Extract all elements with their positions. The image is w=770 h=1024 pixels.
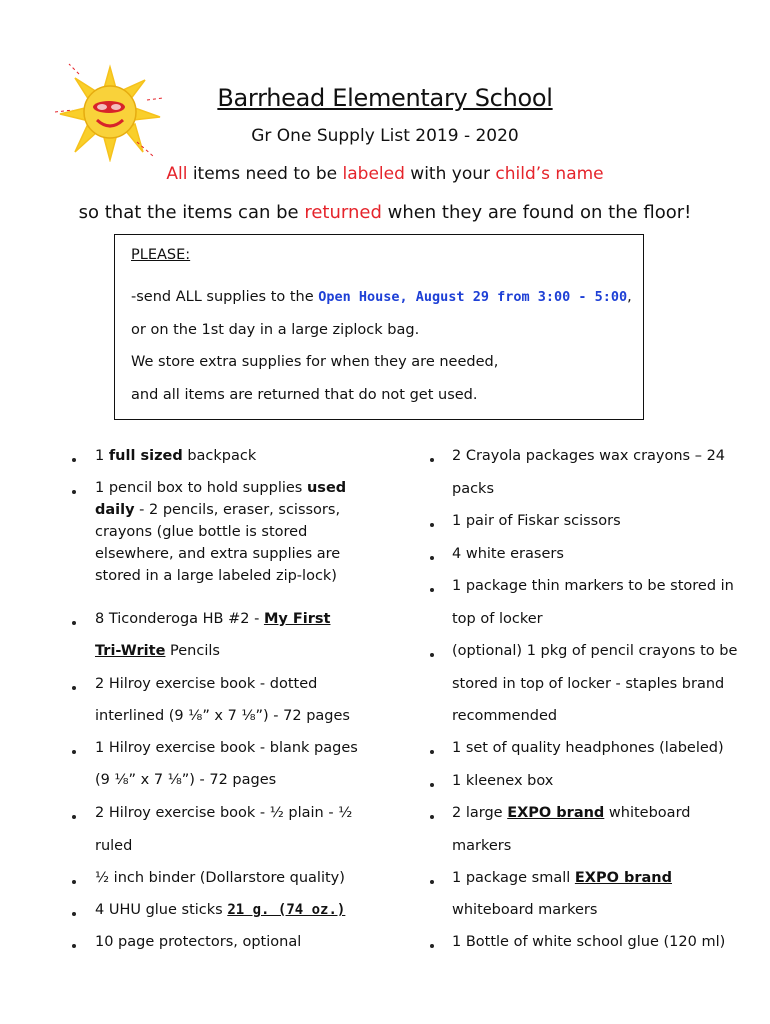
list-item-line: daily - 2 pencils, eraser, scissors, bbox=[95, 502, 341, 518]
list-item-line: (9 ⅛” x 7 ⅛”) - 72 pages bbox=[95, 772, 277, 788]
label-instruction: All items need to be labeled with your child’s name bbox=[166, 164, 604, 184]
notice-line-1: -send ALL supplies to the Open House, August 29 from 3:00 - 5:00, bbox=[131, 289, 632, 305]
page-title: Barrhead Elementary School bbox=[217, 84, 553, 112]
bullet-icon bbox=[72, 912, 76, 916]
list-item: 1 full sized backpack bbox=[95, 448, 257, 464]
list-item: 1 pair of Fiskar scissors bbox=[452, 513, 621, 529]
list-item-line: Tri-Write Pencils bbox=[95, 643, 220, 659]
list-item: 4 white erasers bbox=[452, 546, 564, 562]
notice-line-4: and all items are returned that do not get used. bbox=[131, 387, 478, 403]
notice-heading: PLEASE: bbox=[131, 247, 191, 263]
list-item: 2 Hilroy exercise book - dotted bbox=[95, 676, 318, 692]
bullet-icon bbox=[72, 458, 76, 462]
list-item: (optional) 1 pkg of pencil crayons to be bbox=[452, 643, 738, 659]
list-item-line: recommended bbox=[452, 708, 558, 724]
bullet-icon bbox=[430, 944, 434, 948]
list-item-line: packs bbox=[452, 481, 495, 497]
list-item-line: elsewhere, and extra supplies are bbox=[95, 546, 341, 562]
list-item: 1 package thin markers to be stored in bbox=[452, 578, 734, 594]
bullet-icon bbox=[72, 815, 76, 819]
list-item-line: whiteboard markers bbox=[452, 902, 598, 918]
list-item: 1 set of quality headphones (labeled) bbox=[452, 740, 724, 756]
notice-line-2: or on the 1st day in a large ziplock bag. bbox=[131, 322, 420, 338]
bullet-icon bbox=[430, 783, 434, 787]
list-item: 2 Hilroy exercise book - ½ plain - ½ bbox=[95, 805, 353, 821]
bullet-icon bbox=[72, 686, 76, 690]
list-item: 8 Ticonderoga HB #2 - My First bbox=[95, 611, 331, 627]
bullet-icon bbox=[72, 944, 76, 948]
bullet-icon bbox=[430, 750, 434, 754]
bullet-icon bbox=[72, 490, 76, 494]
list-item-line: interlined (9 ⅛” x 7 ⅛”) - 72 pages bbox=[95, 708, 350, 724]
bullet-icon bbox=[430, 523, 434, 527]
bullet-icon bbox=[430, 815, 434, 819]
bullet-icon bbox=[430, 588, 434, 592]
bullet-icon bbox=[430, 458, 434, 462]
right-supply-list bbox=[385, 0, 770, 1024]
list-item: 2 large EXPO brand whiteboard bbox=[452, 805, 691, 821]
list-item: 1 Bottle of white school glue (120 ml) bbox=[452, 934, 726, 950]
list-item-line: ruled bbox=[95, 838, 133, 854]
bullet-icon bbox=[72, 621, 76, 625]
notice-line-3: We store extra supplies for when they are needed, bbox=[131, 354, 499, 370]
list-item: 1 Hilroy exercise book - blank pages bbox=[95, 740, 358, 756]
list-item: ½ inch binder (Dollarstore quality) bbox=[95, 870, 345, 886]
bullet-icon bbox=[430, 556, 434, 560]
list-item-line: top of locker bbox=[452, 611, 543, 627]
list-item-line: markers bbox=[452, 838, 512, 854]
list-item: 2 Crayola packages wax crayons – 24 bbox=[452, 448, 726, 464]
bullet-icon bbox=[72, 880, 76, 884]
bullet-icon bbox=[72, 750, 76, 754]
bullet-icon bbox=[430, 880, 434, 884]
list-item-line: stored in top of locker - staples brand bbox=[452, 676, 725, 692]
list-item: 10 page protectors, optional bbox=[95, 934, 302, 950]
list-item: 1 pencil box to hold supplies used bbox=[95, 480, 347, 496]
return-instruction: so that the items can be returned when they are found on the floor! bbox=[78, 202, 692, 223]
list-item-line: stored in a large labeled zip-lock) bbox=[95, 568, 337, 584]
list-item: 1 kleenex box bbox=[452, 773, 554, 789]
bullet-icon bbox=[430, 653, 434, 657]
page-subtitle: Gr One Supply List 2019 - 2020 bbox=[251, 126, 519, 146]
list-item-line: crayons (glue bottle is stored bbox=[95, 524, 308, 540]
list-item: 4 UHU glue sticks 21 g. (74 oz.) bbox=[95, 902, 346, 918]
list-item: 1 package small EXPO brand bbox=[452, 870, 672, 886]
